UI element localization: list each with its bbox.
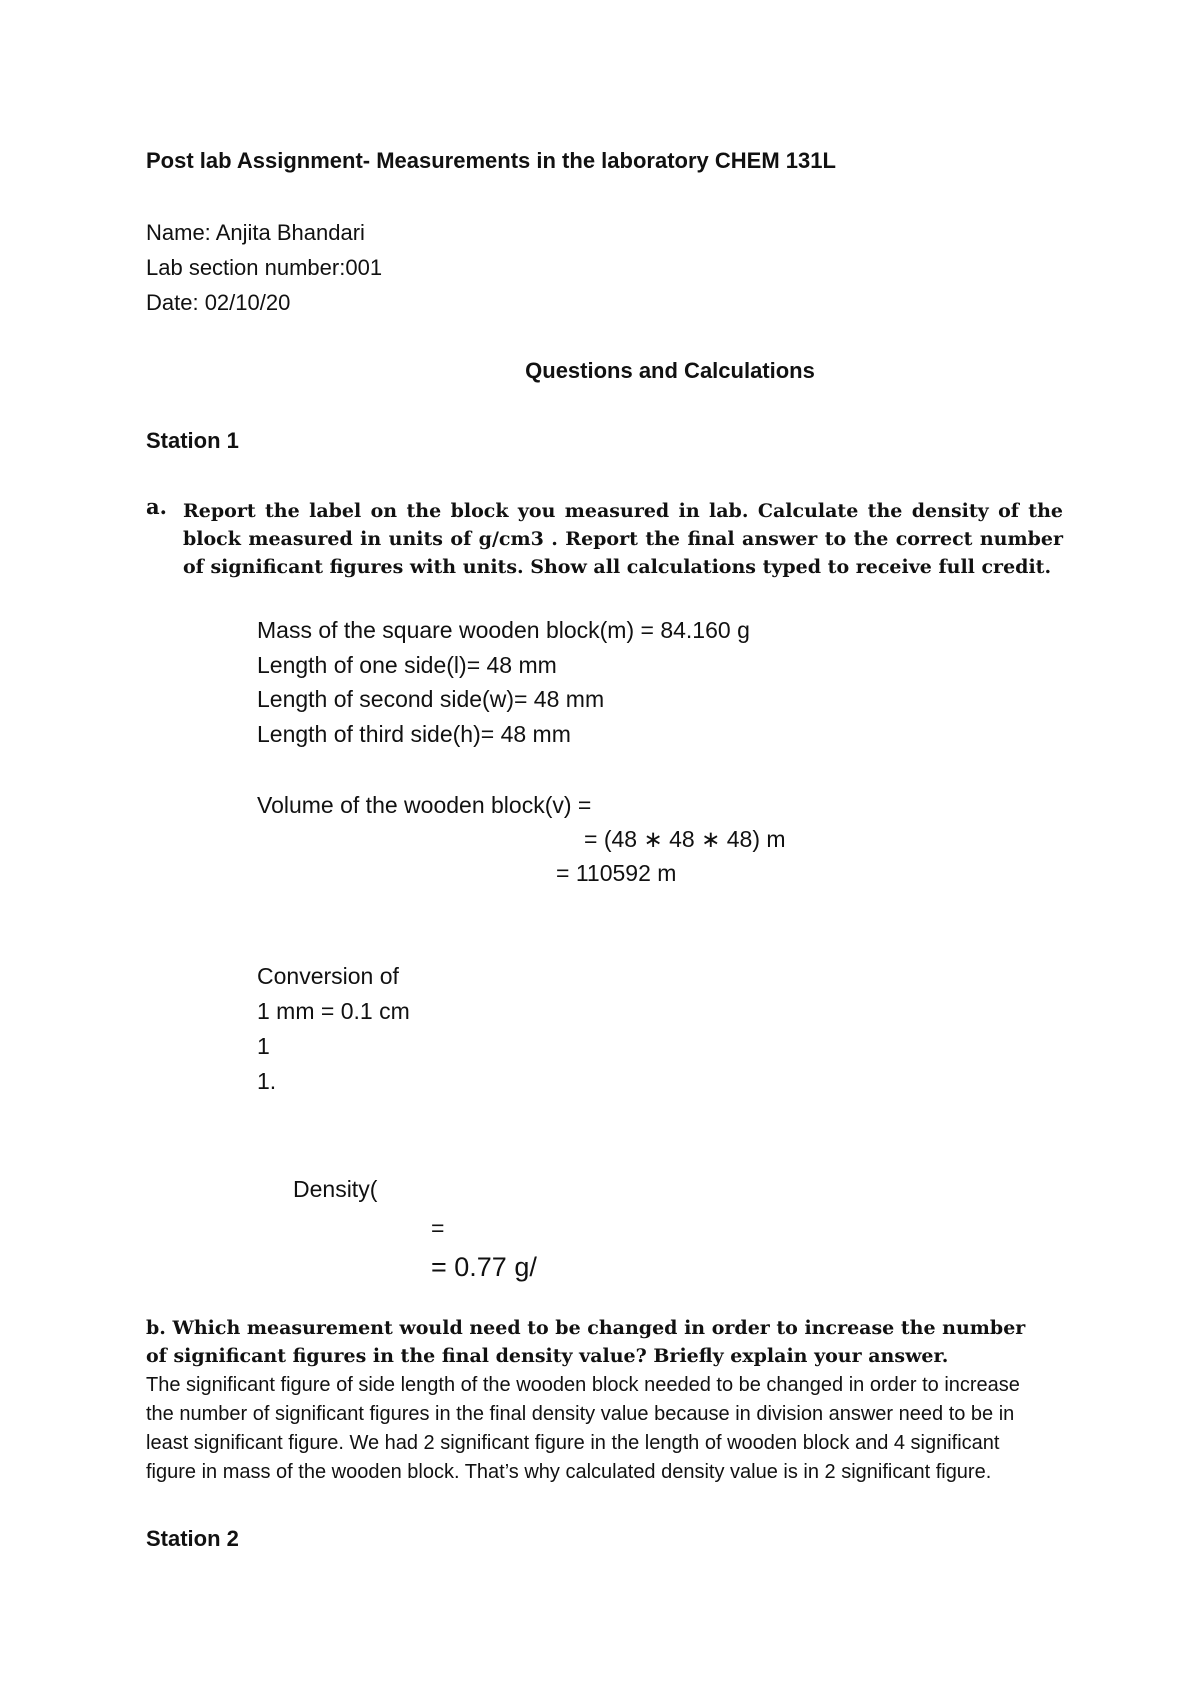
length-three-line: Length of third side(h)= 48 mm xyxy=(257,721,571,747)
length-one-line: Length of one side(l)= 48 mm xyxy=(257,652,557,678)
student-name: Name: Anjita Bhandari xyxy=(146,220,365,245)
question-a-text: Report the label on the block you measured in lab. Calculate the density of the block measured in units of g/cm3 . Report the final answer to the correct number of significant figures with units. Show all calculations typed to receive full credit. xyxy=(183,500,1063,578)
conversion-line-3: 1. xyxy=(257,1068,277,1094)
conversion-line-1: 1 mm = 0.1 cm xyxy=(257,998,410,1024)
density-label: Density( xyxy=(293,1176,378,1202)
length-two-line: Length of second side(w)= 48 mm xyxy=(257,686,605,712)
volume-expression: = (48 ∗ 48 ∗ 48) m xyxy=(584,826,786,852)
conversion-label: Conversion of xyxy=(257,963,399,989)
date: Date: 02/10/20 xyxy=(146,290,291,315)
answer-b-text: The significant figure of side length of the wooden block needed to be changed in order to increase the number of significant figures in the final density value because in division answer need to be in least significant figure. We had 2 significant figure in the length of wooden block and 4 significant figure in mass of the wooden block. That’s why calculated density value is in 2 significant figure. xyxy=(146,1374,1020,1483)
conversion-line-2: 1 xyxy=(257,1033,270,1059)
question-a-label: a. xyxy=(146,494,167,519)
volume-label: Volume of the wooden block(v) = xyxy=(257,792,592,818)
density-equals: = xyxy=(431,1215,445,1241)
question-b-text: b. Which measurement would need to be changed in order to increase the number of significant figures in the final density value? Briefly explain your answer. xyxy=(146,1317,1026,1367)
lab-section: Lab section number:001 xyxy=(146,255,383,280)
section-heading: Questions and Calculations xyxy=(525,358,815,383)
mass-line: Mass of the square wooden block(m) = 84.160 g xyxy=(257,617,750,643)
document-title: Post lab Assignment- Measurements in the laboratory CHEM 131L xyxy=(146,148,836,173)
station-1-heading: Station 1 xyxy=(146,428,239,453)
density-result: = 0.77 g/ xyxy=(431,1252,537,1282)
volume-result: = 110592 m xyxy=(556,860,677,886)
station-2-heading: Station 2 xyxy=(146,1526,239,1551)
